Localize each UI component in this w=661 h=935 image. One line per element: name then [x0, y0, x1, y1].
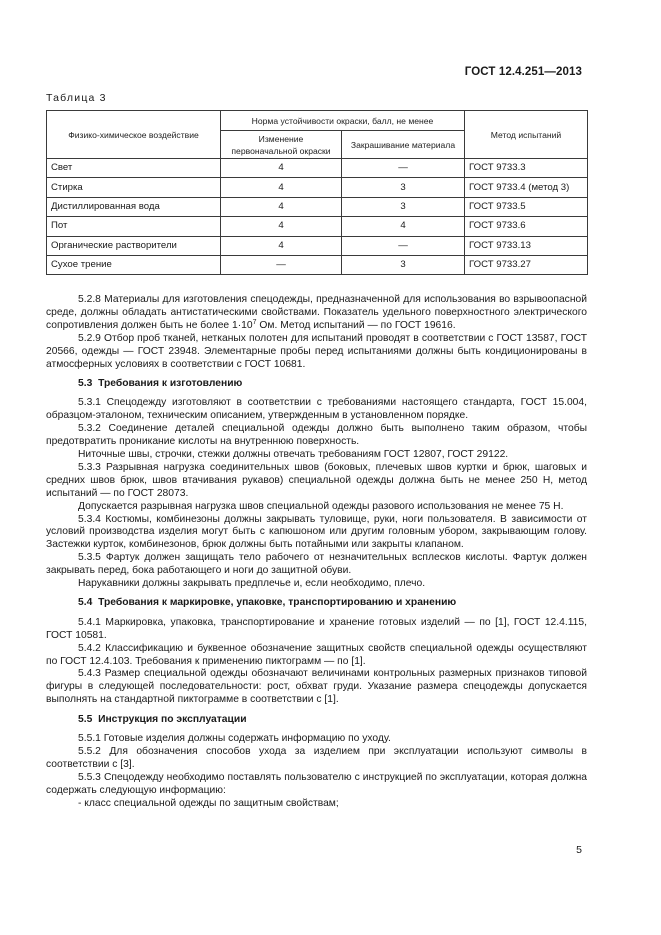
- cell-staining: 3: [342, 178, 465, 197]
- cell-method: ГОСТ 9733.5: [465, 197, 588, 216]
- list-item: - класс специальной одежды по защитным свойствам;: [78, 797, 339, 809]
- cell-method: ГОСТ 9733.6: [465, 217, 588, 236]
- table-row: [47, 217, 588, 236]
- paragraph-5-5-3: 5.5.3 Спецодежду необходимо поставлять пользователю с инструкцией по эксплуатации, которая должна содержать следующую информацию:: [46, 771, 587, 796]
- cell-method: ГОСТ 9733.4 (метод 3): [465, 178, 588, 197]
- table-row: [47, 255, 588, 274]
- header-method: Метод испытаний: [465, 111, 588, 159]
- exponent: 7: [252, 318, 257, 326]
- cell-impact: Пот: [47, 217, 221, 236]
- section-heading-5-4: 5.4 Требования к маркировке, упаковке, транспортированию и хранению: [78, 597, 457, 609]
- paragraph-5-5-2: 5.5.2 Для обозначения способов ухода за изделием при эксплуатации используют символы в соответствии с [3].: [46, 746, 587, 770]
- paragraph-5-3-3-note: Допускается разрывная нагрузка швов специальной одежды разового использования не менее 75 Н.: [78, 500, 564, 512]
- section-heading-5-5: 5.5 Инструкция по эксплуатации: [78, 713, 247, 725]
- paragraph-5-3-1: 5.3.1 Спецодежду изготовляют в соответствии с требованиями настоящего стандарта, ГОСТ 15.004, образцом-эталоном, техническим описанием, утвержденным в установленном порядке.: [46, 397, 587, 422]
- page-number: 5: [576, 844, 582, 856]
- paragraph-5-5-1: 5.5.1 Готовые изделия должны содержать информацию по уходу.: [78, 733, 391, 745]
- cell-impact: Стирка: [47, 178, 221, 197]
- cell-impact: Свет: [47, 159, 221, 178]
- paragraph-5-3-2: 5.3.2 Соединение деталей специальной одежды должно быть выполнено таким образом, чтобы предотвратить проникание кислоты на внутреннюю поверхность.: [46, 423, 587, 448]
- table-row: [47, 178, 588, 197]
- cell-staining: 3: [342, 255, 465, 274]
- paragraph-5-2-8: 5.2.8 Материалы для изготовления спецодежды, предназначенной для использования во взрывоопасной среде, должны обладать антистатическими свойствами. Показатель удельного поверхностного электрического сопротивления должен быть не более $1\cdot 10^7$ Ом. Метод испытаний — по ГОСТ 19616.: [46, 294, 587, 331]
- paragraph-5-3-4: 5.3.4 Костюмы, комбинезоны должны закрывать туловище, руки, ноги пользователя. В зависимости от условий производства изделия могут быть с капюшоном или другим головным убором, закрывающим голову. Застежки курток, комбинезонов, брюк должны быть потайными или закрыты клапаном.: [46, 513, 587, 551]
- table-row: [47, 159, 588, 178]
- paragraph-5-2-9: 5.2.9 Отбор проб тканей, нетканых полотен для испытаний проводят в соответствии с ГОСТ 13587, ГОСТ 20566, одежды — ГОСТ 23948. Элементарные пробы перед испытаниями должны быть кондиционированы в атмосферных условиях в соответствии с ГОСТ 10681.: [46, 332, 587, 370]
- cell-change: 4: [221, 217, 342, 236]
- cell-impact: Дистиллированная вода: [47, 197, 221, 216]
- cell-change: 4: [221, 236, 342, 255]
- table-caption: Таблица 3: [46, 92, 107, 104]
- table-row: [47, 197, 588, 216]
- table-row: [47, 236, 588, 255]
- paragraph-5-4-3: 5.4.3 Размер специальной одежды обозначают величинами контрольных размерных признаков типовой фигуры в следующей последовательности: рост, обхват груди. Указание размера спецодежды допускается выполнять на стандартной пиктограмме в соответствии с [1].: [46, 668, 587, 706]
- cell-method: ГОСТ 9733.3: [465, 159, 588, 178]
- cell-change: 4: [221, 197, 342, 216]
- section-heading-5-3: 5.3 Требования к изготовлению: [78, 377, 243, 389]
- cell-change: —: [221, 255, 342, 274]
- colorfastness-table: [46, 110, 588, 275]
- paragraph-5-3-5: 5.3.5 Фартук должен защищать тело рабочего от незначительных всплесков кислоты. Фартук должен закрывать перед, бока работающего и ноги до защитной обуви.: [46, 552, 587, 577]
- paragraph-5-4-1: 5.4.1 Маркировка, упаковка, транспортирование и хранение готовых изделий — по [1], ГОСТ 12.4.115, ГОСТ 10581.: [46, 616, 587, 641]
- header-norm-group: Норма устойчивости окраски, балл, не менее: [221, 111, 465, 131]
- standard-designation: ГОСТ 12.4.251—2013: [464, 66, 582, 78]
- cell-staining: —: [342, 236, 465, 255]
- cell-staining: 3: [342, 197, 465, 216]
- header-impact: Физико-химическое воздействие: [47, 111, 221, 159]
- cell-method: ГОСТ 9733.27: [465, 255, 588, 274]
- cell-staining: 4: [342, 217, 465, 236]
- cell-method: ГОСТ 9733.13: [465, 236, 588, 255]
- header-staining: Закрашивание материала: [342, 131, 465, 159]
- paragraph-5-3-2-seams: Ниточные швы, строчки, стежки должны отвечать требованиям ГОСТ 12807, ГОСТ 29122.: [78, 448, 509, 460]
- document-body: [46, 294, 587, 811]
- cell-impact: Органические растворители: [47, 236, 221, 255]
- paragraph-5-3-5-sleeves: Нарукавники должны закрывать предплечье и, если необходимо, плечо.: [78, 578, 426, 590]
- header-color-change: Изменение первоначальной окраски: [221, 131, 342, 159]
- cell-change: 4: [221, 159, 342, 178]
- cell-impact: Сухое трение: [47, 255, 221, 274]
- cell-staining: —: [342, 159, 465, 178]
- paragraph-5-4-2: 5.4.2 Классификацию и буквенное обозначение защитных свойств специальной одежды осуществляют по ГОСТ 12.4.103. Требования к применению пиктограмм — по [1].: [46, 642, 587, 667]
- paragraph-5-3-3: 5.3.3 Разрывная нагрузка соединительных швов (боковых, плечевых швов куртки и брюк, шаговых и средних швов брюк, швов втачивания рукавов) специальной одежды должна быть не менее 250 Н, метод испытаний — по ГОСТ 28073.: [46, 461, 587, 499]
- cell-change: 4: [221, 178, 342, 197]
